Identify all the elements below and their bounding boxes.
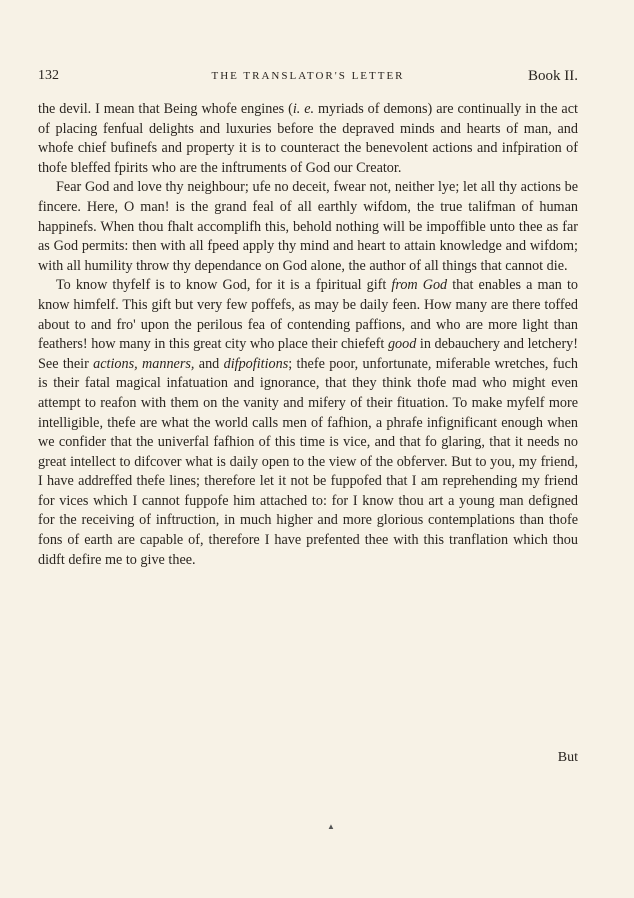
page-header	[38, 68, 578, 92]
ornament-mark: ▲	[327, 822, 335, 831]
paragraph-1: the devil. I mean that Being whofe engines (i. e. myriads of demons) are continually in the act of placing fenfual delights and luxuries before the depraved minds and hearts of man, and whofe chief bufinefs and property it is to counteract the benevolent actions and infpiration of thofe bleffed fpirits who are the inftruments of God our Creator.	[38, 101, 578, 176]
book-label: Book II.	[528, 68, 578, 84]
catchword: But	[557, 750, 578, 765]
body-text	[38, 100, 578, 570]
paragraph-2: Fear God and love thy neighbour; ufe no deceit, fwear not, neither lye; let all thy actions be fincere. Here, O man! is the grand feal of all earthly wifdom, the true talifman of human happinefs. When thou fhalt accomplifh this, behold nothing will be impoffible unto thee as far as God permits: then with all fpeed apply thy mind and heart to attain knowledge and wifdom; with all humility throw thy dependance on God alone, the author of all things that cannot die.	[38, 179, 578, 274]
page-number: 132	[38, 68, 59, 83]
running-title: THE TRANSLATOR'S LETTER	[211, 70, 405, 82]
paragraph-3: To know thyfelf is to know God, for it is a fpiritual gift from God that enables a man to know himfelf. This gift but very few poffefs, as may be daily feen. How many are there toffed about to and fro' upon the perilous fea of contending paffions, and who are more light than feathers! how many in this great city who place their chiefeft good in debauchery and letchery! See their actions, manners, and difpofitions; thefe poor, unfortunate, miferable wretches, fuch is their fatal magical infatuation and ignorance, that they think thofe mad who might even attempt to reafon with them on the vanity and mifery of their fituation. To make myfelf more intelligible, thefe are what the world calls men of fafhion, a phrafe infignificant enough when we confider that the univerfal fafhion of this time is vice, and that fo glaring, that it needs no great intellect to difcover what is daily open to the view of the obferver. But to you, my friend, I have addreffed thefe lines; therefore let it not be fuppofed that I am reprehending my friend for vices which I cannot fuppofe him attached to: for I know thou art a young man defigned for the receiving of inftruction, in much higher and more glorious contemplations than thofe fons of earth are capable of, therefore I have prefented thee with this tranflation which thou didft defire me to give thee.	[38, 277, 578, 568]
